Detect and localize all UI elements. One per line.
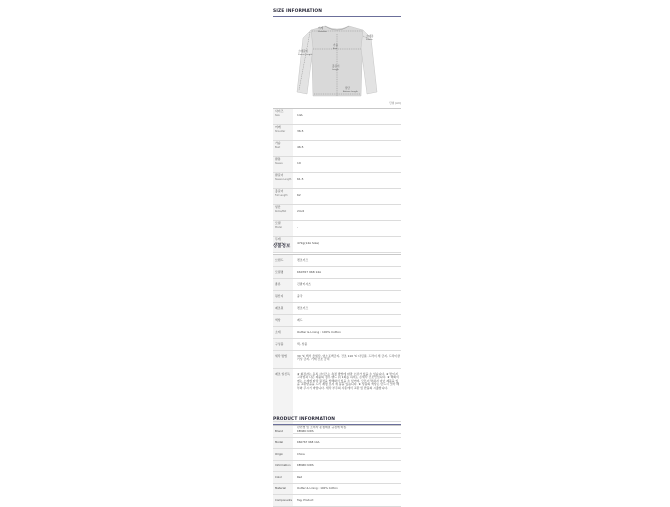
table-row: Information KENZO KIDS xyxy=(273,461,401,473)
table-row: 제조 일신독 ★ 회검자는 동복 사이즈는 측정 방법에 따라 오차가 있을 수 있습니다. ★ 반이지 그라임과 나은 제품의 경우 핸드 워 1회를 하여도 손세탁 건조인입니다. ★ 해외이에는 소재에 따라 원전을 할해봐서 있을 수 있어며, 모튼이 박혀지 아닌 제품을 있을 교환받을을 드리 제청 보셔 세 품을 있습니다. ★ 상품의 색상는 만드시 모마 해부와 주시기 바랍니다. 세탁 부주의 사훈에서 교환 및 반품의 시출합니다. xyxy=(273,369,401,422)
table-row: 관련법 및 소비자 분쟁해결 규정에 따름 xyxy=(273,422,401,434)
unit-label: 단위 (cm) xyxy=(389,102,401,105)
table-row: 종류 긴팔티셔츠 xyxy=(273,279,401,291)
table-row: 총길이 Full Length 62 xyxy=(273,189,401,205)
garment-size-diagram xyxy=(273,22,401,104)
label-chest: 가슴 xyxy=(333,44,339,47)
table-row: 세탁 방법 30 ℃ 백서 울세탁, 염소표백금지, 건조 110 ℃ 다림질, 드라이 세 금지, 드라이클리닝 금지, 기계 건조 금지 xyxy=(273,351,401,369)
label-sleeve-width: 소매통 xyxy=(366,35,374,38)
table-row: 제조원 겐조키즈 xyxy=(273,303,401,315)
product-info-korean-table xyxy=(273,254,401,434)
product-info-korean-title: 상품정보 xyxy=(273,244,291,249)
table-row: 팔통 Sleeve 19 xyxy=(273,157,401,173)
table-row: 가슴 Bust 46.5 xyxy=(273,141,401,157)
label-shoulder: 어깨 xyxy=(318,27,324,30)
table-row: 색상 레드 xyxy=(273,315,401,327)
table-row: Material Outter & Lining : 100% Cotton xyxy=(273,484,401,496)
label-sleeve-en: Sleeve Length xyxy=(298,54,313,56)
label-length-en: Length xyxy=(332,69,339,71)
product-information-table xyxy=(273,425,401,507)
garment-left-sleeve xyxy=(297,30,313,94)
label-hem: 밑단 xyxy=(345,87,351,90)
table-row: 어깨 Shoulder 36.5 xyxy=(273,125,401,141)
table-row: 구성품 택, 상품 xyxy=(273,339,401,351)
label-sleeve-width-en: Sleeve xyxy=(366,39,373,41)
table-row: Components Tag, Product xyxy=(273,495,401,507)
table-row: Origin China xyxy=(273,449,401,461)
table-row: Model K60767 968 14A xyxy=(273,438,401,450)
table-row: 소재 Outter & Lining : 100% Cotton xyxy=(273,327,401,339)
content-column xyxy=(273,0,401,500)
table-row: 원산지 중국 xyxy=(273,291,401,303)
label-hem-en: Bottom Length xyxy=(343,91,358,93)
label-sleeve: 소매길이 xyxy=(298,50,309,53)
table-row: 무게 Weight 472g(14A Size) xyxy=(273,237,401,253)
label-shoulder-en: Shoulder xyxy=(318,31,327,33)
size-information-title: SIZE INFORMATION xyxy=(273,7,401,17)
table-row: 팔길이 Sleeve Length 61.5 xyxy=(273,173,401,189)
table-row: 사이즈 Size 14A xyxy=(273,109,401,125)
table-row: 브랜드 겐조키즈 xyxy=(273,255,401,267)
size-table xyxy=(273,108,401,253)
table-row: Brand KENZO KIDS xyxy=(273,426,401,438)
label-length: 총길이 xyxy=(332,65,340,68)
table-row: Color Red xyxy=(273,472,401,484)
table-row: 밑단 Rome/Bot 24•6 xyxy=(273,205,401,221)
product-information-title: PRODUCT INFORMATION xyxy=(273,415,401,425)
label-chest-en: Bust xyxy=(333,48,338,50)
table-row: 모델 Model - xyxy=(273,221,401,237)
table-row: 모델명 K60767 968 14A xyxy=(273,267,401,279)
